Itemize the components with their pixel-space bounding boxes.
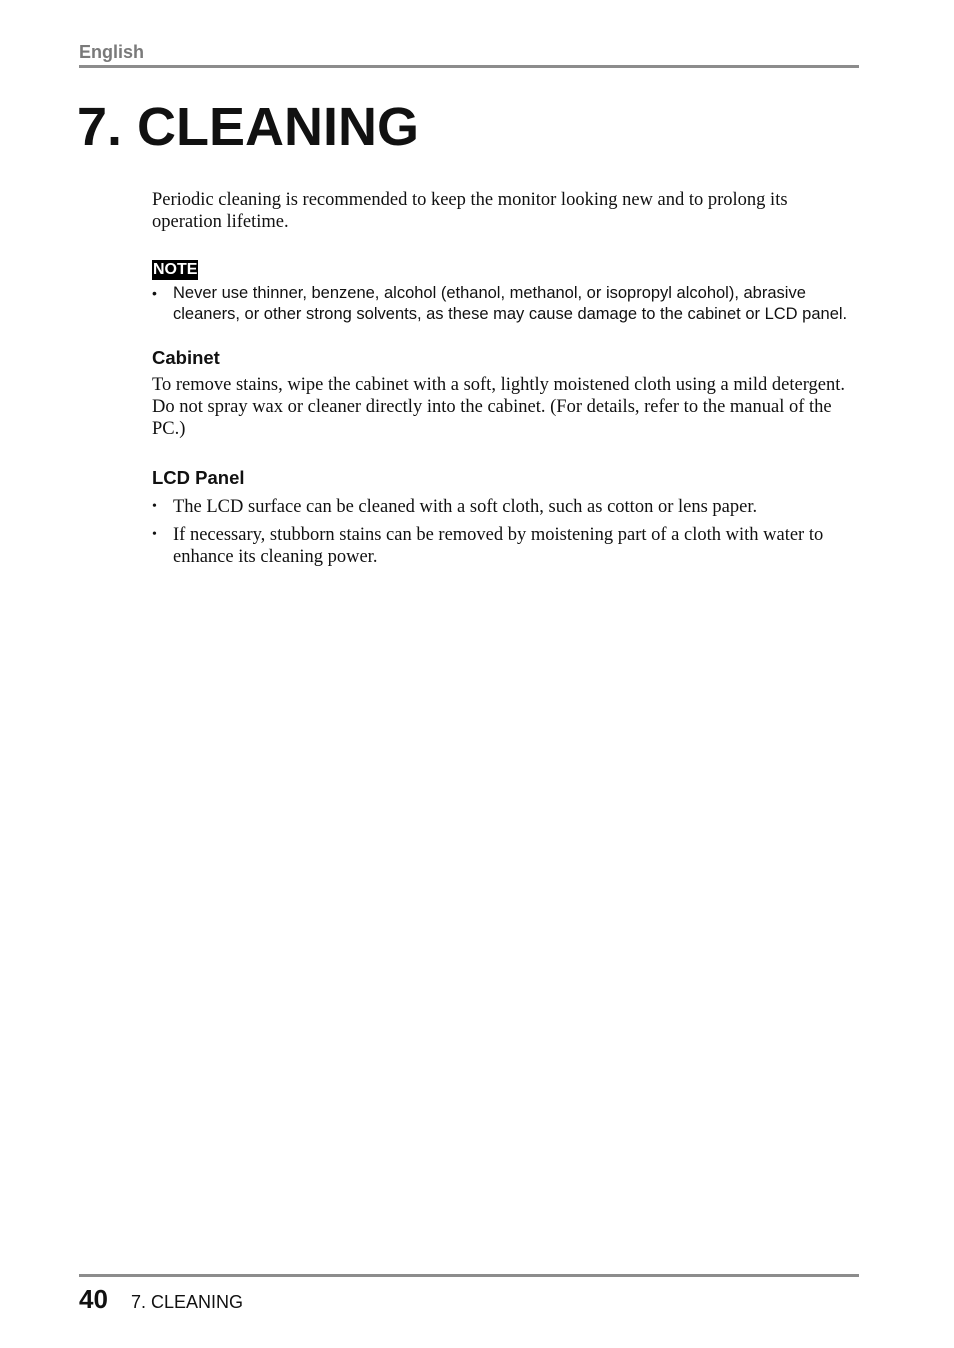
intro-paragraph: Periodic cleaning is recommended to keep the monitor looking new and to prolong its operation lifetime. <box>152 190 788 232</box>
lcd-panel-item <box>152 496 860 518</box>
footer-divider <box>79 1274 859 1277</box>
note-item-text: Never use thinner, benzene, alcohol (ethanol, methanol, or isopropyl alcohol), abrasive cleaners, or other strong solvents, as these may cause damage to the cabinet or LCD panel. <box>173 284 848 323</box>
cabinet-paragraph: To remove stains, wipe the cabinet with a soft, lightly moistened cloth using a mild detergent. Do not spray wax or cleaner directly into the cabinet. (For details, refer to the manual of the PC.) <box>152 375 846 439</box>
lcd-panel-item <box>152 524 860 568</box>
note-block <box>152 260 860 325</box>
cabinet-heading: Cabinet <box>152 347 220 368</box>
lcd-panel-item-text: The LCD surface can be cleaned with a soft cloth, such as cotton or lens paper. <box>173 497 758 517</box>
note-item <box>152 283 860 325</box>
bullet-icon: • <box>152 499 157 514</box>
page-number: 40 <box>79 1284 108 1314</box>
chapter-title: 7. CLEANING <box>77 97 420 157</box>
header-divider <box>79 65 859 68</box>
footer-section-title: 7. CLEANING <box>131 1292 244 1312</box>
main-content <box>152 189 860 574</box>
header-language: English <box>79 42 145 62</box>
lcd-panel-item-text: If necessary, stubborn stains can be removed by moistening part of a cloth with water to enhance its cleaning power. <box>173 525 824 567</box>
bullet-icon: • <box>152 527 157 542</box>
lcd-panel-list <box>152 496 860 568</box>
lcd-panel-heading: LCD Panel <box>152 467 245 488</box>
note-list <box>152 283 860 325</box>
bullet-icon: • <box>152 285 157 301</box>
note-badge: NOTE <box>153 261 198 278</box>
